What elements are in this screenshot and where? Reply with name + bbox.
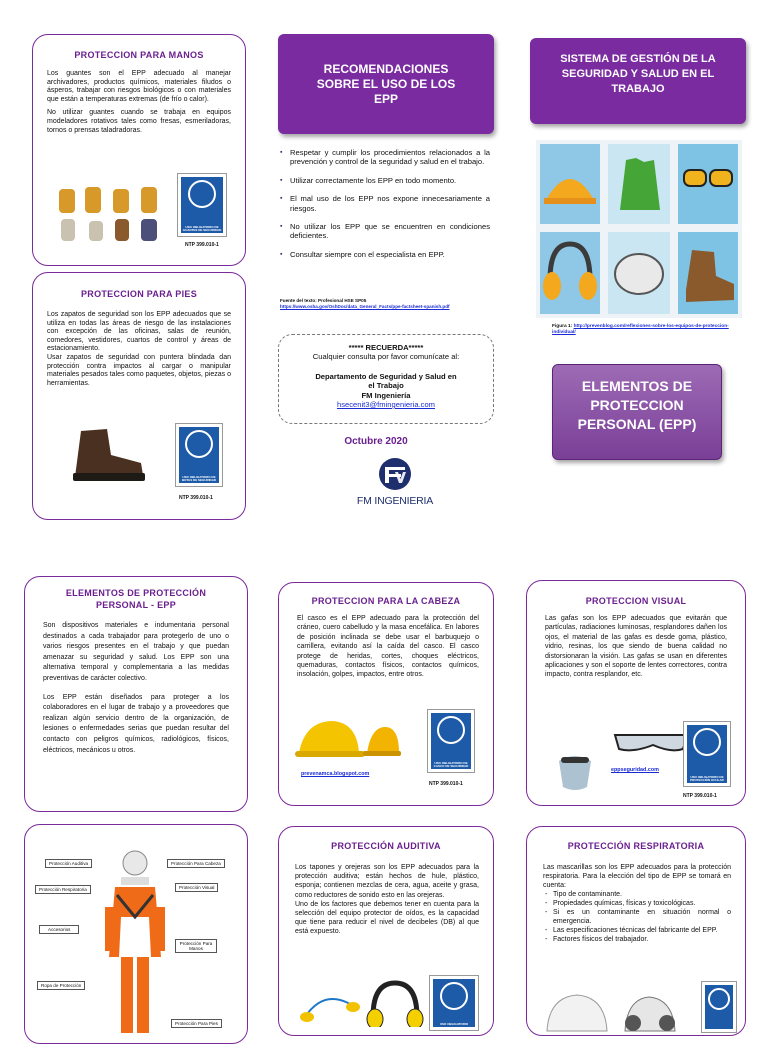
visual-link[interactable]: eppseguridad.com xyxy=(611,767,659,773)
respiratory-item: - Si es un contaminante en situación normal o emergencia. xyxy=(545,909,731,925)
hands-ntp: NTP 399.010-1 xyxy=(185,242,219,248)
figure-panel xyxy=(24,824,248,1044)
feet-text xyxy=(33,299,245,388)
figure-caption-url[interactable]: http://prevenblog.com/reflexiones-sobre-los-equipos-de-proteccion-individual/ xyxy=(552,324,729,335)
remember-heading: ***** RECUERDA***** xyxy=(348,343,424,352)
ear-sign-label: USO OBLIGATORIO xyxy=(439,1022,469,1027)
remember-email[interactable]: hsecenit3@fmingenieria.com xyxy=(336,400,436,410)
head-title: PROTECCION PARA LA CABEZA xyxy=(311,596,461,606)
feet-title: PROTECCION PARA PIES xyxy=(80,289,197,299)
remember-company: FM Ingeniería xyxy=(361,390,411,400)
hands-title: PROTECCION PARA MANOS xyxy=(74,50,204,60)
source-note xyxy=(280,298,494,310)
hands-text xyxy=(33,60,245,135)
elements-p2: Los EPP están diseñados para proteger a los colaboradores en el lugar de trabajo y a proveedores que realizan algún servicio dentro de la organización, de lesiones o enfermedades serias que puedan resultar del contacto con peligros químicos, radiológicos, físicos, eléctricos, mecánicos u otros. xyxy=(43,693,229,754)
figure-label: Protección Para Cabeza xyxy=(167,859,225,868)
gloves-image xyxy=(53,183,171,247)
visual-ntp: NTP 399.010-1 xyxy=(683,793,717,799)
source-label: Fuente del texto: Profesional HSE SP05 xyxy=(280,298,367,303)
figure-label: Ropa de Protección xyxy=(37,981,85,990)
hands-panel xyxy=(32,34,246,266)
head-panel xyxy=(278,582,494,806)
helmet-sign-label: USO OBLIGATORIO DE CASCO DE SEGURIDAD xyxy=(433,760,469,769)
elements-text xyxy=(25,611,247,756)
fm-logo-icon xyxy=(377,456,413,492)
recommendations-banner xyxy=(278,34,494,134)
elements-title: ELEMENTOS DE PROTECCIÓN PERSONAL - EPP xyxy=(65,588,207,610)
remember-dept: Departamento de Seguridad y Salud en el Trabajo xyxy=(315,371,457,391)
boots-sign xyxy=(175,423,223,487)
figure-label: Protección Visual xyxy=(175,883,218,892)
rec-item: ▪ Consultar siempre con el especialista en EPP. xyxy=(280,250,490,259)
date-text: Octubre 2020 xyxy=(344,436,408,447)
remember-box xyxy=(278,334,494,424)
feet-panel xyxy=(32,272,246,520)
earplugs-image xyxy=(295,977,425,1027)
eye-sign xyxy=(683,721,731,787)
figure-caption-prefix: Figura 1: xyxy=(552,324,573,329)
gloves-sign xyxy=(177,173,227,237)
respiratory-sign xyxy=(701,981,737,1033)
respiratory-item: - Factores físicos del trabajador. xyxy=(545,936,649,943)
helmet-sign xyxy=(427,709,475,773)
source-url[interactable]: https://www.osha.gov/OshDoc/data_General_Facts/ppe-factsheet-spanish.pdf xyxy=(280,304,450,309)
head-ntp: NTP 399.010-1 xyxy=(429,781,463,787)
respiratory-item: - Propiedades químicas, físicas y toxicológicas. xyxy=(545,900,696,907)
fm-logo-text: FM INGENIERIA xyxy=(356,495,434,507)
hands-p1: Los guantes son el EPP adecuado al manejar archivadores, productos químicos, materiales filudos o ásperos, trabajar con riesgos biológicos o con materiales que están a temperaturas extremas (de frío o calor). xyxy=(47,70,231,103)
respiratory-item: - Tipo de contaminante. xyxy=(545,891,623,898)
respiratory-item: - Las especificaciones técnicas del fabricante del EPP. xyxy=(545,927,718,934)
helmet-icon xyxy=(437,716,465,744)
worker-figure-image xyxy=(95,847,175,1043)
boots-sign-label: USO OBLIGATORIO DE BOTAS DE SEGURIDAD xyxy=(181,474,217,483)
fm-logo xyxy=(350,456,440,512)
respiratory-text xyxy=(527,851,745,944)
system-banner xyxy=(530,38,746,124)
auditory-title: PROTECCIÓN AUDITIVA xyxy=(331,841,441,851)
face-shield-image xyxy=(553,751,597,793)
figure-label: Protección Respiratoria xyxy=(35,885,91,894)
ear-protection-icon xyxy=(440,982,468,1010)
epp-banner-text: ELEMENTOS DE PROTECCION PERSONAL (EPP) xyxy=(577,378,697,432)
respiratory-panel xyxy=(526,826,746,1036)
figure-label: Protección Auditiva xyxy=(45,859,92,868)
ear-sign xyxy=(429,975,479,1031)
feet-p2: Usar zapatos de seguridad con puntera blindada dan protección contra impactos al cargar o manipular materiales pesados tales como paquetes, objetos, piezas o herramientas. xyxy=(47,353,231,387)
visual-panel xyxy=(526,580,746,806)
figure-label: Protección Para Pies xyxy=(171,1019,222,1028)
remember-line: Cualquier consulta por favor comunícate al: xyxy=(312,352,460,362)
auditory-panel xyxy=(278,826,494,1036)
epp-banner xyxy=(552,364,722,460)
system-banner-text: SISTEMA DE GESTIÓN DE LA SEGURIDAD Y SALUD EN EL TRABAJO xyxy=(560,53,716,95)
boot-image xyxy=(67,425,147,483)
feet-ntp: NTP 399.010-1 xyxy=(179,495,213,501)
epp-collage-image xyxy=(536,140,742,318)
helmet-image xyxy=(293,715,403,761)
auditory-p1: Los tapones y orejeras son los EPP adecuados para la protección auditiva; están hechos de hule, plástico, esponja; contienen mezclas de cera, agua, aceite y grasa, como reductores de sonido esto en las orejeras. xyxy=(295,864,479,899)
auditory-text xyxy=(279,851,493,937)
rec-item: ▪ No utilizar los EPP que se encuentren en condiciones deficientes. xyxy=(280,222,490,241)
gloves-sign-label: USO OBLIGATORIO DE GUANTES DE SEGURIDAD xyxy=(182,224,222,233)
mask-icon xyxy=(708,988,730,1010)
boot-icon xyxy=(185,430,213,458)
figure-caption xyxy=(552,324,742,336)
visual-title: PROTECCION VISUAL xyxy=(585,596,687,606)
rec-item: ▪ Utilizar correctamente los EPP en todo momento. xyxy=(280,176,490,185)
recommendations-banner-text: RECOMENDACIONES SOBRE EL USO DE LOS EPP xyxy=(316,62,456,106)
figure-label: Accesorios xyxy=(39,925,79,934)
feet-p1: Los zapatos de seguridad son los EPP adecuados que se utiliza en todas las áreas de riesgo de las instalaciones con excepción de las oficinas, salas de reunión, comedores, vestidores, cuartos de control y áreas de estacionamiento. xyxy=(47,311,231,353)
figure-label: Protección Para Manos xyxy=(175,939,217,953)
visual-text xyxy=(527,606,745,680)
head-link[interactable]: prevenamca.blogspot.com xyxy=(301,771,370,777)
head-p1: El casco es el EPP adecuado para la protección del cráneo, cuero cabelludo y la masa encefálica. En labores de posición inclinada se debe usar el barbuquejo o carrillera, evitando así la caída del casco. El casco protege de heridas, cortes, choques eléctricos, quemaduras, contactos físicos, contactos químicos, insolación, golpes, impactos, entre otros. xyxy=(297,615,479,679)
auditory-p2: Uno de los factores que debemos tener en cuenta para la selección del equipo protector de oídos, es la capacidad que tiene para reducir el nivel de decibeles (DB) al que está expuesto. xyxy=(295,900,479,936)
hands-p2: No utilizar guantes cuando se trabaja en equipos modeladores rotativos tales como fresas, esmeriladoras, tornos o prensas taladradoras. xyxy=(47,109,231,134)
eye-protection-icon xyxy=(693,728,721,756)
respiratory-title: PROTECCIÓN RESPIRATORIA xyxy=(567,841,705,851)
head-text xyxy=(279,606,493,680)
glove-icon xyxy=(188,180,216,208)
safety-glasses-image xyxy=(611,727,691,757)
respiratory-intro: Las mascarillas son los EPP adecuados para la protección respiratoria. Para la elección del tipo de EPP se tomará en cuenta: xyxy=(543,864,731,889)
elements-panel xyxy=(24,576,248,812)
respirator-image xyxy=(541,987,691,1033)
rec-item: ▪ Respetar y cumplir los procedimientos relacionados a la prevención y control de la seguridad y salud en el trabajo. xyxy=(280,148,490,167)
visual-p1: Las gafas son los EPP adecuados que evitarán que partículas, radiaciones luminosas, resplandores dañen los ojos, el material de las gafas es desde goma, plástico, vidrio, resinas, los que siendo de buena calidad no distorsionaran la visión. Las gafas se usan en diferentes aplicaciones y son el soporte de lentes correctores, contra impacto, contra resplandor, etc. xyxy=(545,615,727,679)
elements-p1: Son dispositivos materiales e indumentaria personal destinados a cada trabajador para protegerlo de uno o varios riesgos presentes en el trabajo y que puedan amenazar su seguridad y salud. Los EPP son una alternativa temporal y complementaria a las medidas preventivas de carácter colectivo. xyxy=(43,622,229,682)
rec-item: ▪ El mal uso de los EPP nos expone innecesariamente a riesgos. xyxy=(280,194,490,213)
recommendations-list xyxy=(280,148,490,268)
respiratory-list xyxy=(543,890,731,944)
eye-sign-label: USO OBLIGATORIO DE PROTECCIÓN OCULAR xyxy=(690,774,724,783)
